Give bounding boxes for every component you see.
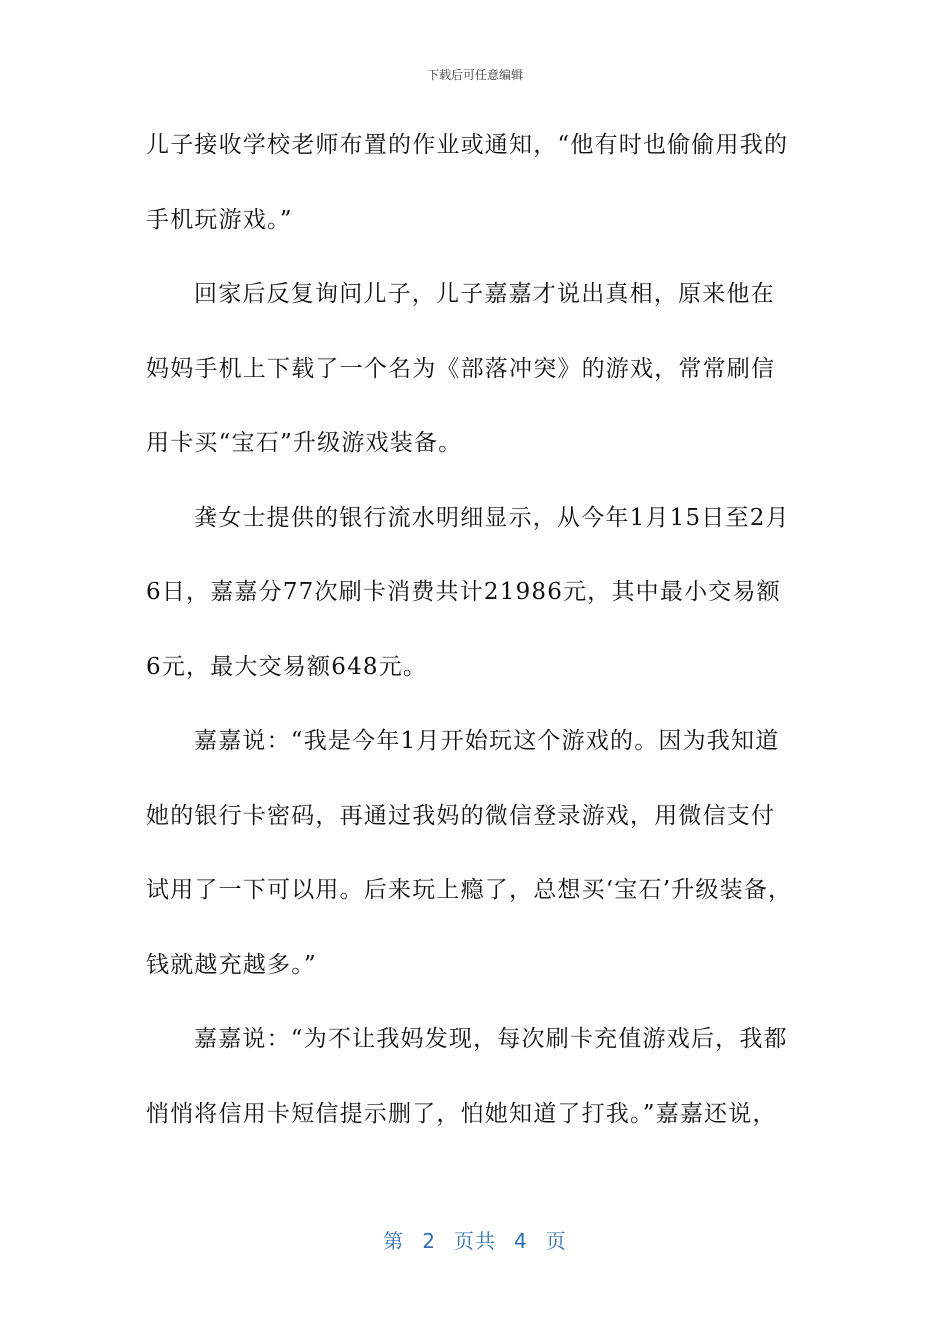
paragraph-5: 嘉嘉说：“为不让我妈发现，每次刷卡充值游戏后，我都悄悄将信用卡短信提示删了，怕她知道了打我。”嘉嘉还说， <box>146 1026 788 1127</box>
page-number-footer <box>0 1225 950 1254</box>
paragraph-2: 回家后反复询问儿子，儿子嘉嘉才说出真相，原来他在妈妈手机上下载了一个名为《部落冲突》的游戏，常常刷信用卡买“宝石”升级游戏装备。 <box>146 281 776 456</box>
paragraph-1: 儿子接收学校老师布置的作业或通知，“他有时也偷偷用我的手机玩游戏。” <box>146 132 789 233</box>
paragraph-3: 龚女士提供的银行流水明细显示，从今年1月15日至2月6日，嘉嘉分77次刷卡消费共计21986元，其中最小交易额6元，最大交易额648元。 <box>146 504 790 680</box>
document-body <box>146 108 796 1151</box>
footer-middle: 页共 <box>454 1229 496 1253</box>
footer-current-page: 2 <box>422 1229 436 1253</box>
page-header-note: 下载后可任意编辑 <box>426 68 523 82</box>
footer-total-pages: 4 <box>514 1229 528 1253</box>
footer-suffix: 页 <box>545 1229 567 1253</box>
footer-prefix: 第 <box>383 1229 405 1253</box>
paragraph-4: 嘉嘉说：“我是今年1月开始玩这个游戏的。因为我知道她的银行卡密码，再通过我妈的微信登录游戏，用微信支付试用了一下可以用。后来玩上瘾了，总想买‘宝石’升级装备，钱就越充越多。” <box>146 728 793 978</box>
